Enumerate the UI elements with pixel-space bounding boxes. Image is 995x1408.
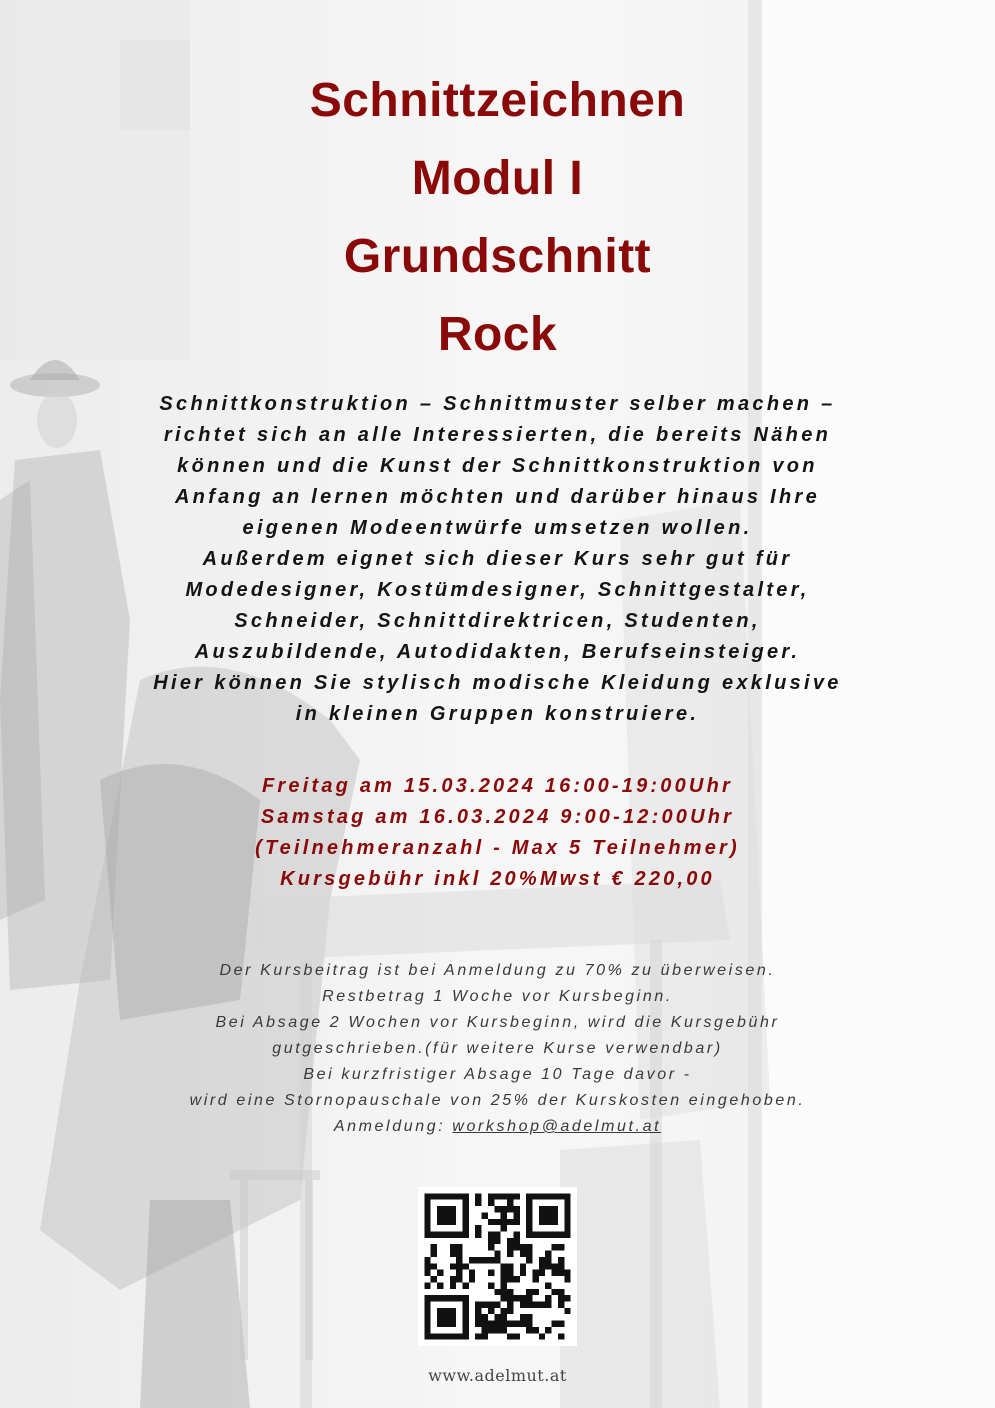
title-line-3: Grundschnitt — [343, 230, 652, 283]
registration-email-link[interactable]: workshop@adelmut.at — [452, 1118, 662, 1135]
website-url[interactable]: www.adelmut.at — [428, 1366, 567, 1385]
registration-line — [60, 1114, 935, 1140]
terms-line: Bei Absage 2 Wochen vor Kursbeginn, wird die Kursgebühr — [215, 1014, 780, 1031]
participant-limit: (Teilnehmeranzahl - Max 5 Teilnehmer) — [255, 837, 740, 859]
course-description — [80, 389, 915, 730]
registration-label: Anmeldung: — [333, 1118, 446, 1135]
terms-line: Restbetrag 1 Woche vor Kursbeginn. — [322, 988, 673, 1005]
qr-code-icon[interactable] — [418, 1187, 577, 1346]
description-line: Hier können Sie stylisch modische Kleidung exklusive — [153, 672, 842, 694]
description-line: Schneider, Schnittdirektricen, Studenten, — [234, 610, 761, 632]
title-line-2: Modul I — [411, 152, 584, 205]
description-line: Auszubildende, Autodidakten, Berufseinsteiger. — [194, 641, 801, 663]
description-line: richtet sich an alle Interessierten, die bereits Nähen — [163, 424, 832, 446]
description-line: eigenen Modeentwürfe umsetzen wollen. — [242, 517, 753, 539]
terms-line: Der Kursbeitrag ist bei Anmeldung zu 70% zu überweisen. — [219, 962, 776, 979]
terms-line: Bei kurzfristiger Absage 10 Tage davor - — [303, 1066, 692, 1083]
title-line-1: Schnittzeichnen — [309, 74, 686, 127]
page-title — [0, 62, 995, 374]
title-line-4: Rock — [437, 308, 558, 361]
terms-line: gutgeschrieben.(für weitere Kurse verwendbar) — [272, 1040, 723, 1057]
description-line: in kleinen Gruppen konstruiere. — [295, 703, 700, 725]
description-line: können und die Kunst der Schnittkonstruktion von — [177, 455, 818, 477]
schedule-saturday: Samstag am 16.03.2024 9:00-12:00Uhr — [260, 806, 735, 828]
course-fee: Kursgebühr inkl 20%Mwst € 220,00 — [280, 868, 715, 890]
schedule-friday: Freitag am 15.03.2024 16:00-19:00Uhr — [262, 775, 733, 797]
terms-line: wird eine Stornopauschale von 25% der Kurskosten eingehoben. — [189, 1092, 806, 1109]
description-line: Anfang an lernen möchten und darüber hinaus Ihre — [174, 486, 821, 508]
description-line: Außerdem eignet sich dieser Kurs sehr gut für — [202, 548, 793, 570]
description-line: Modedesigner, Kostümdesigner, Schnittgestalter, — [185, 579, 810, 601]
payment-terms — [60, 958, 935, 1140]
description-line: Schnittkonstruktion – Schnittmuster selber machen – — [159, 393, 836, 415]
course-schedule — [60, 771, 935, 895]
